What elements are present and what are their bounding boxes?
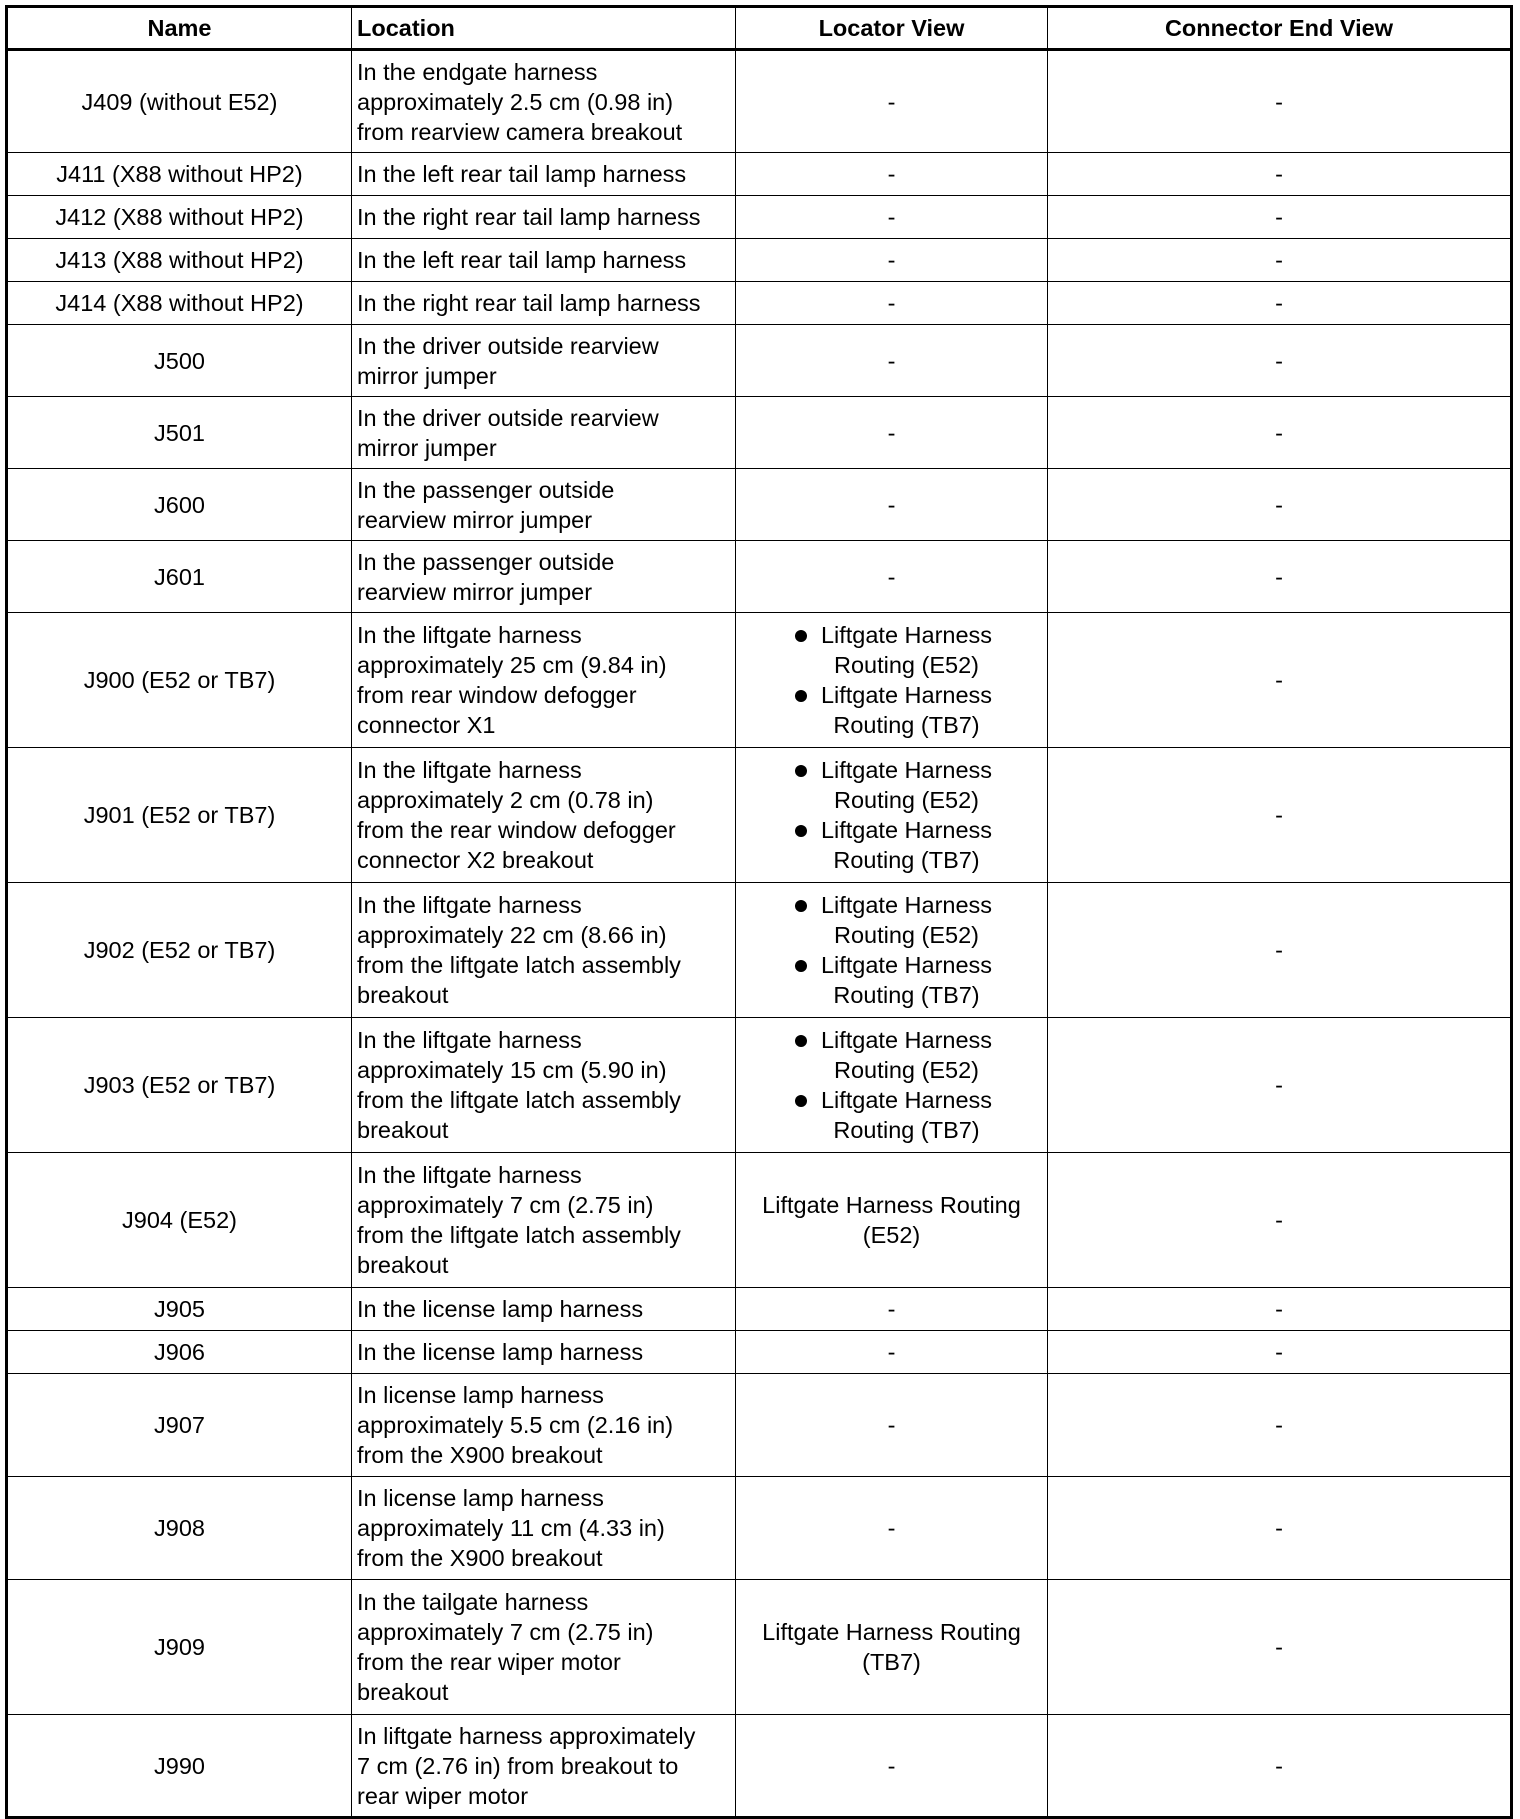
locator-link-text: Routing (E52) bbox=[834, 787, 979, 813]
location-line: approximately 2 cm (0.78 in) bbox=[357, 787, 654, 813]
table-row bbox=[7, 282, 1512, 325]
cell-locator-view bbox=[736, 748, 1048, 883]
cell-name: J990 bbox=[7, 1715, 352, 1818]
location-line: In the tailgate harness bbox=[357, 1589, 589, 1615]
table-row bbox=[7, 1153, 1512, 1288]
bullet-icon bbox=[795, 960, 807, 972]
location-line: approximately 7 cm (2.75 in) bbox=[357, 1192, 654, 1218]
locator-text: - bbox=[887, 1339, 896, 1365]
cell-connector-end-view: - bbox=[1048, 50, 1512, 153]
location-line: In the liftgate harness bbox=[357, 1027, 582, 1053]
cell-locator-view bbox=[736, 1715, 1048, 1818]
location-line: from rear window defogger bbox=[357, 682, 637, 708]
locator-text: Liftgate Harness Routing bbox=[762, 1619, 1021, 1645]
cell-locator-view bbox=[736, 1374, 1048, 1477]
cell-locator-view bbox=[736, 1580, 1048, 1715]
cell-location bbox=[352, 1288, 736, 1331]
location-line: connector X2 breakout bbox=[357, 847, 594, 873]
cell-locator-view bbox=[736, 239, 1048, 282]
cell-connector-end-view: - bbox=[1048, 282, 1512, 325]
locator-link-text: Routing (TB7) bbox=[833, 712, 980, 738]
table-row bbox=[7, 748, 1512, 883]
cell-locator-view bbox=[736, 50, 1048, 153]
table-header bbox=[7, 7, 1512, 50]
locator-text: - bbox=[887, 419, 896, 446]
location-line: In the passenger outside bbox=[357, 476, 615, 503]
table-row bbox=[7, 153, 1512, 196]
cell-name: J600 bbox=[7, 469, 352, 541]
cell-connector-end-view: - bbox=[1048, 1288, 1512, 1331]
locator-link-text: Routing (TB7) bbox=[833, 847, 980, 873]
cell-locator-view bbox=[736, 196, 1048, 239]
cell-connector-end-view: - bbox=[1048, 1374, 1512, 1477]
location-line: from the liftgate latch assembly bbox=[357, 1087, 681, 1113]
locator-link-text: Liftgate Harness bbox=[820, 1027, 993, 1053]
cell-locator-view bbox=[736, 397, 1048, 469]
location-line: approximately 11 cm (4.33 in) bbox=[357, 1515, 665, 1541]
cell-locator-view bbox=[736, 1288, 1048, 1331]
location-line: In license lamp harness bbox=[357, 1485, 604, 1511]
cell-name: J601 bbox=[7, 541, 352, 613]
locator-text: (TB7) bbox=[862, 1649, 921, 1675]
locator-text: - bbox=[887, 563, 896, 590]
location-line: mirror jumper bbox=[357, 362, 497, 389]
table-row bbox=[7, 325, 1512, 397]
cell-location bbox=[352, 1580, 736, 1715]
location-line: In the liftgate harness bbox=[357, 622, 582, 648]
locator-bullet-item bbox=[791, 680, 992, 740]
cell-location bbox=[352, 239, 736, 282]
header-connector-end-view: Connector End View bbox=[1048, 7, 1512, 50]
location-line: In the left rear tail lamp harness bbox=[357, 247, 687, 273]
locator-link-text: Liftgate Harness bbox=[820, 1087, 993, 1113]
cell-location bbox=[352, 282, 736, 325]
location-line: approximately 7 cm (2.75 in) bbox=[357, 1619, 654, 1645]
cell-connector-end-view: - bbox=[1048, 883, 1512, 1018]
table-row bbox=[7, 1715, 1512, 1818]
locator-link-text: Routing (TB7) bbox=[833, 982, 980, 1008]
locator-link-text: Liftgate Harness bbox=[820, 622, 993, 648]
table-row bbox=[7, 1331, 1512, 1374]
locator-link-text: Routing (E52) bbox=[834, 652, 979, 678]
cell-name: J908 bbox=[7, 1477, 352, 1580]
locator-bullet-list bbox=[791, 755, 992, 875]
locator-text: - bbox=[887, 247, 896, 273]
cell-connector-end-view: - bbox=[1048, 196, 1512, 239]
location-line: In the driver outside rearview bbox=[357, 332, 659, 359]
locator-text: - bbox=[887, 204, 896, 230]
cell-connector-end-view: - bbox=[1048, 153, 1512, 196]
bullet-icon bbox=[795, 825, 807, 837]
cell-name: J903 (E52 or TB7) bbox=[7, 1018, 352, 1153]
locator-text: - bbox=[887, 1752, 896, 1779]
cell-connector-end-view: - bbox=[1048, 1153, 1512, 1288]
locator-bullet-list bbox=[791, 620, 992, 740]
cell-name: J412 (X88 without HP2) bbox=[7, 196, 352, 239]
header-row bbox=[7, 7, 1512, 50]
cell-locator-view bbox=[736, 325, 1048, 397]
location-line: In the license lamp harness bbox=[357, 1296, 644, 1322]
cell-location bbox=[352, 469, 736, 541]
locator-text: - bbox=[887, 1515, 896, 1541]
cell-locator-view bbox=[736, 1018, 1048, 1153]
cell-location bbox=[352, 153, 736, 196]
locator-text: Liftgate Harness Routing bbox=[762, 1192, 1021, 1218]
locator-bullet-item bbox=[791, 620, 992, 680]
cell-location bbox=[352, 1715, 736, 1818]
location-line: from the rear window defogger bbox=[357, 817, 676, 843]
cell-locator-view bbox=[736, 1331, 1048, 1374]
location-line: from rearview camera breakout bbox=[357, 118, 683, 145]
locator-link-text: Liftgate Harness bbox=[820, 952, 993, 978]
cell-name: J414 (X88 without HP2) bbox=[7, 282, 352, 325]
connector-table bbox=[5, 5, 1513, 1819]
cell-connector-end-view: - bbox=[1048, 613, 1512, 748]
locator-text: (E52) bbox=[862, 1222, 921, 1248]
location-line: In the license lamp harness bbox=[357, 1339, 644, 1365]
cell-location bbox=[352, 325, 736, 397]
location-line: from the rear wiper motor bbox=[357, 1649, 621, 1675]
location-line: breakout bbox=[357, 1252, 449, 1278]
cell-location bbox=[352, 397, 736, 469]
location-line: breakout bbox=[357, 1679, 449, 1705]
locator-bullet-list bbox=[791, 890, 992, 1010]
bullet-icon bbox=[795, 1095, 807, 1107]
cell-location bbox=[352, 1331, 736, 1374]
cell-name: J902 (E52 or TB7) bbox=[7, 883, 352, 1018]
locator-bullet-item bbox=[791, 815, 992, 875]
location-line: from the X900 breakout bbox=[357, 1545, 603, 1571]
locator-link-text: Liftgate Harness bbox=[820, 682, 993, 708]
location-line: In the left rear tail lamp harness bbox=[357, 161, 687, 187]
bullet-icon bbox=[795, 1035, 807, 1047]
locator-text: - bbox=[887, 1412, 896, 1438]
location-line: In the right rear tail lamp harness bbox=[357, 290, 701, 316]
cell-name: J901 (E52 or TB7) bbox=[7, 748, 352, 883]
locator-bullet-item bbox=[791, 950, 992, 1010]
location-line: In the passenger outside bbox=[357, 548, 615, 575]
locator-link-text: Liftgate Harness bbox=[820, 757, 993, 783]
locator-text: - bbox=[887, 1296, 896, 1322]
cell-location bbox=[352, 50, 736, 153]
location-line: approximately 2.5 cm (0.98 in) bbox=[357, 88, 674, 115]
cell-connector-end-view: - bbox=[1048, 748, 1512, 883]
cell-connector-end-view: - bbox=[1048, 1477, 1512, 1580]
cell-connector-end-view: - bbox=[1048, 541, 1512, 613]
cell-name: J904 (E52) bbox=[7, 1153, 352, 1288]
locator-text: - bbox=[887, 88, 896, 115]
cell-connector-end-view: - bbox=[1048, 469, 1512, 541]
location-line: In license lamp harness bbox=[357, 1382, 604, 1408]
cell-location bbox=[352, 613, 736, 748]
cell-locator-view bbox=[736, 153, 1048, 196]
location-line: 7 cm (2.76 in) from breakout to bbox=[357, 1752, 679, 1779]
locator-text: - bbox=[887, 161, 896, 187]
cell-location bbox=[352, 1153, 736, 1288]
cell-locator-view bbox=[736, 883, 1048, 1018]
table-row bbox=[7, 239, 1512, 282]
cell-name: J906 bbox=[7, 1331, 352, 1374]
cell-name: J909 bbox=[7, 1580, 352, 1715]
location-line: In the liftgate harness bbox=[357, 892, 582, 918]
cell-location bbox=[352, 748, 736, 883]
cell-location bbox=[352, 1374, 736, 1477]
location-line: connector X1 bbox=[357, 712, 496, 738]
table-row bbox=[7, 883, 1512, 1018]
header-location: Location bbox=[352, 7, 736, 50]
location-line: from the liftgate latch assembly bbox=[357, 1222, 681, 1248]
locator-bullet-item bbox=[791, 1025, 992, 1085]
location-line: breakout bbox=[357, 982, 449, 1008]
cell-name: J501 bbox=[7, 397, 352, 469]
locator-bullet-item bbox=[791, 890, 992, 950]
cell-connector-end-view: - bbox=[1048, 1580, 1512, 1715]
table-row bbox=[7, 50, 1512, 153]
cell-name: J905 bbox=[7, 1288, 352, 1331]
cell-location bbox=[352, 541, 736, 613]
location-line: In the driver outside rearview bbox=[357, 404, 659, 431]
location-line: approximately 5.5 cm (2.16 in) bbox=[357, 1412, 674, 1438]
location-line: from the X900 breakout bbox=[357, 1442, 603, 1468]
header-locator-view: Locator View bbox=[736, 7, 1048, 50]
table-row bbox=[7, 613, 1512, 748]
cell-connector-end-view: - bbox=[1048, 1715, 1512, 1818]
cell-name: J907 bbox=[7, 1374, 352, 1477]
location-line: rearview mirror jumper bbox=[357, 578, 593, 605]
locator-link-text: Routing (E52) bbox=[834, 1057, 979, 1083]
cell-locator-view bbox=[736, 613, 1048, 748]
location-line: In the liftgate harness bbox=[357, 757, 582, 783]
locator-bullet-list bbox=[791, 1025, 992, 1145]
bullet-icon bbox=[795, 765, 807, 777]
location-line: from the liftgate latch assembly bbox=[357, 952, 681, 978]
location-line: In the right rear tail lamp harness bbox=[357, 204, 701, 230]
cell-name: J900 (E52 or TB7) bbox=[7, 613, 352, 748]
location-line: In the liftgate harness bbox=[357, 1162, 582, 1188]
cell-location bbox=[352, 196, 736, 239]
table-row bbox=[7, 541, 1512, 613]
cell-connector-end-view: - bbox=[1048, 1018, 1512, 1153]
location-line: rear wiper motor bbox=[357, 1782, 529, 1809]
location-line: mirror jumper bbox=[357, 434, 497, 461]
location-line: approximately 25 cm (9.84 in) bbox=[357, 652, 667, 678]
locator-link-text: Routing (TB7) bbox=[833, 1117, 980, 1143]
table-row bbox=[7, 1580, 1512, 1715]
location-line: approximately 15 cm (5.90 in) bbox=[357, 1057, 667, 1083]
table-row bbox=[7, 469, 1512, 541]
cell-locator-view bbox=[736, 469, 1048, 541]
table-row bbox=[7, 196, 1512, 239]
table-body bbox=[7, 50, 1512, 1818]
location-line: In the endgate harness bbox=[357, 58, 598, 85]
table-row bbox=[7, 397, 1512, 469]
table-row bbox=[7, 1477, 1512, 1580]
location-line: breakout bbox=[357, 1117, 449, 1143]
cell-location bbox=[352, 1018, 736, 1153]
bullet-icon bbox=[795, 630, 807, 642]
bullet-icon bbox=[795, 900, 807, 912]
locator-text: - bbox=[887, 290, 896, 316]
cell-name: J413 (X88 without HP2) bbox=[7, 239, 352, 282]
locator-bullet-item bbox=[791, 755, 992, 815]
locator-link-text: Liftgate Harness bbox=[820, 892, 993, 918]
location-line: rearview mirror jumper bbox=[357, 506, 593, 533]
cell-connector-end-view: - bbox=[1048, 397, 1512, 469]
cell-name: J409 (without E52) bbox=[7, 50, 352, 153]
location-line: In liftgate harness approximately bbox=[357, 1722, 696, 1749]
cell-locator-view bbox=[736, 282, 1048, 325]
cell-connector-end-view: - bbox=[1048, 1331, 1512, 1374]
table-row bbox=[7, 1374, 1512, 1477]
cell-locator-view bbox=[736, 541, 1048, 613]
table-row bbox=[7, 1018, 1512, 1153]
locator-text: - bbox=[887, 347, 896, 374]
cell-connector-end-view: - bbox=[1048, 239, 1512, 282]
cell-location bbox=[352, 883, 736, 1018]
cell-name: J411 (X88 without HP2) bbox=[7, 153, 352, 196]
table-row bbox=[7, 1288, 1512, 1331]
cell-locator-view bbox=[736, 1153, 1048, 1288]
locator-link-text: Liftgate Harness bbox=[820, 817, 993, 843]
location-line: approximately 22 cm (8.66 in) bbox=[357, 922, 667, 948]
cell-name: J500 bbox=[7, 325, 352, 397]
bullet-icon bbox=[795, 690, 807, 702]
cell-locator-view bbox=[736, 1477, 1048, 1580]
locator-text: - bbox=[887, 491, 896, 518]
cell-connector-end-view: - bbox=[1048, 325, 1512, 397]
locator-bullet-item bbox=[791, 1085, 992, 1145]
locator-link-text: Routing (E52) bbox=[834, 922, 979, 948]
header-name: Name bbox=[7, 7, 352, 50]
cell-location bbox=[352, 1477, 736, 1580]
